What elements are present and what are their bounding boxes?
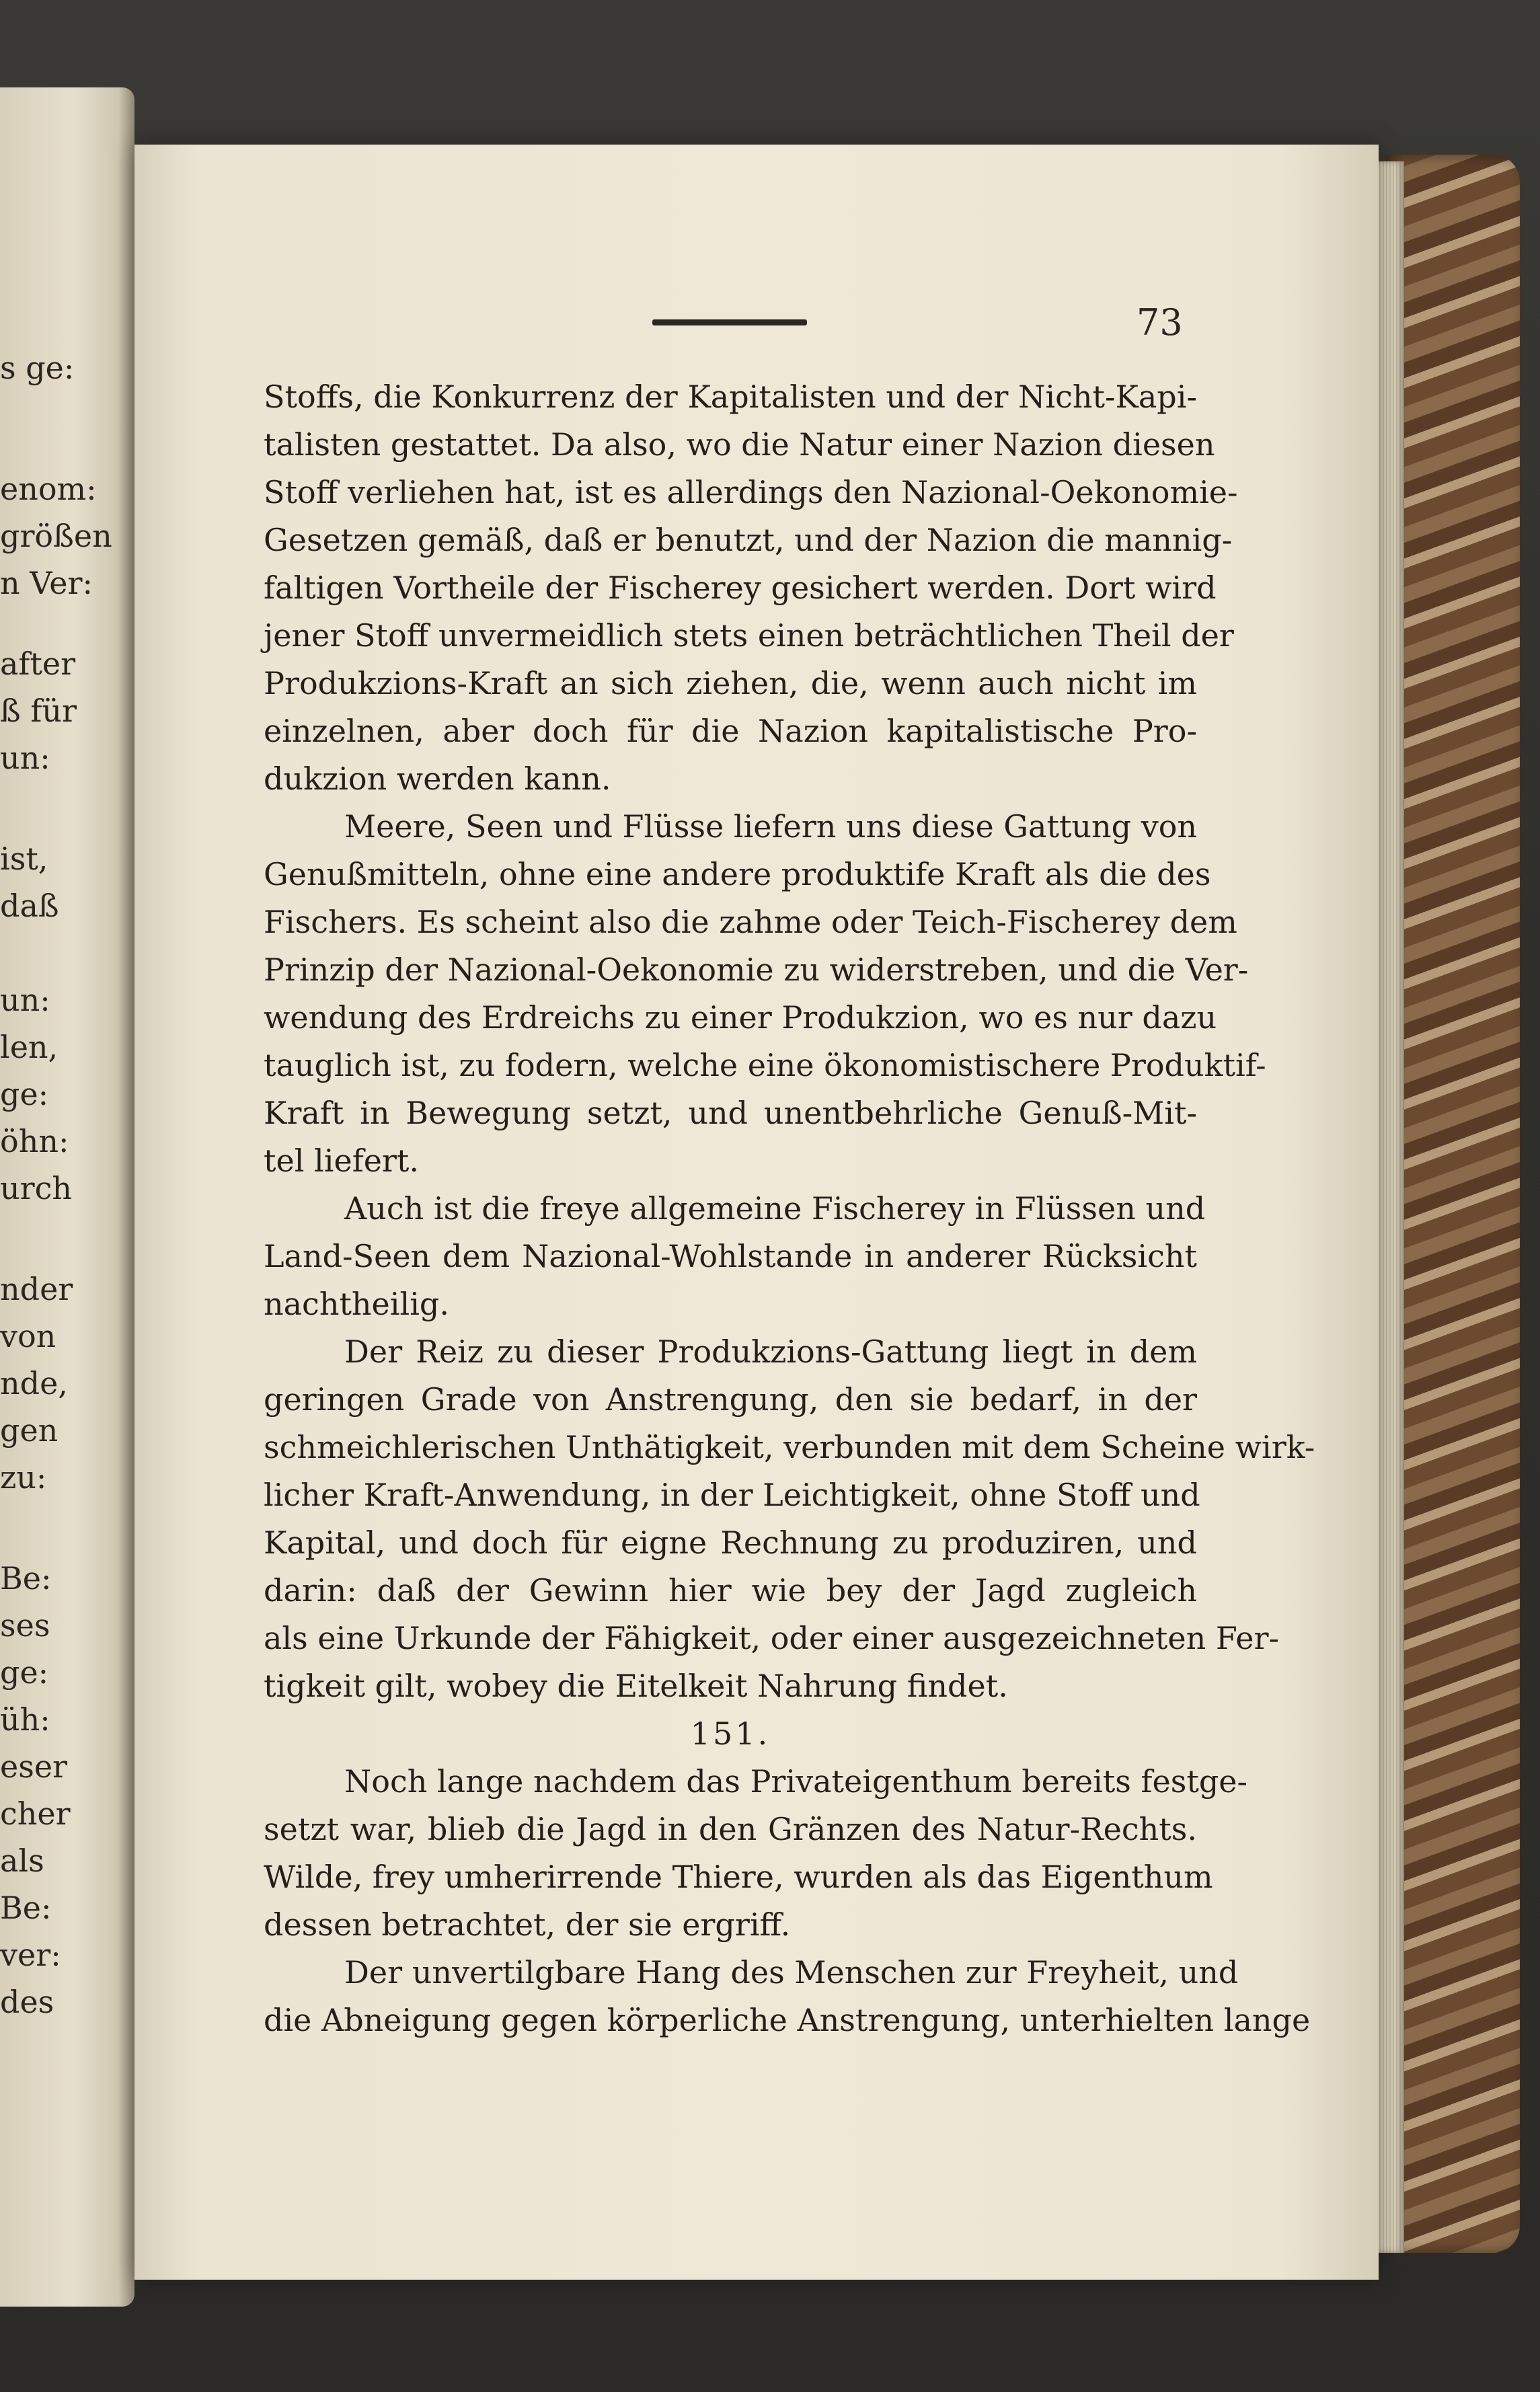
margin-fragment: ge: [0, 1076, 49, 1112]
margin-fragment: eser [0, 1748, 68, 1785]
text-line: licher Kraft-Anwendung, in der Leichtigkeit, ohne Stoff und [264, 1477, 1200, 1513]
margin-fragment: als [0, 1843, 44, 1879]
text-line: Fischers. Es scheint also die zahme oder Teich-Fischerey dem [264, 904, 1237, 940]
margin-fragment: des [0, 1984, 54, 2020]
text-line: Stoffs, die Konkurrenz der Kapitalisten und der Nicht-Kapi- [264, 379, 1197, 415]
text-line: Wilde, frey umherirrende Thiere, wurden als das Eigenthum [264, 1859, 1213, 1895]
text-line: geringen Grade von Anstrengung, den sie bedarf, in der [264, 1381, 1197, 1418]
text-line: Stoff verliehen hat, ist es allerdings den Nazional-Oekonomie- [264, 474, 1238, 510]
margin-fragment: urch [0, 1170, 73, 1206]
text-line: Der unvertilgbare Hang des Menschen zur Freyheit, und [344, 1954, 1239, 1991]
text-line: jener Stoff unvermeidlich stets einen beträchtlichen Theil der [264, 617, 1234, 654]
margin-fragment: ver: [0, 1937, 61, 1973]
margin-fragment: len, [0, 1029, 59, 1065]
text-line: dessen betrachtet, der sie ergriff. [264, 1906, 791, 1943]
margin-fragment: un: [0, 740, 50, 776]
margin-fragment: ß für [0, 693, 77, 729]
text-line: Noch lange nachdem das Privateigenthum bereits festge- [344, 1763, 1248, 1800]
margin-fragment: enom: [0, 471, 97, 507]
text-line: schmeichlerischen Unthätigkeit, verbunden mit dem Scheine wirk- [264, 1429, 1315, 1465]
page-number: 73 [1137, 301, 1183, 344]
text-line: darin: daß der Gewinn hier wie bey der Jagd zugleich [264, 1572, 1197, 1609]
text-line: einzelnen, aber doch für die Nazion kapitalistische Pro- [264, 713, 1197, 749]
text-line: talisten gestattet. Da also, wo die Natur einer Nazion diesen [264, 426, 1215, 463]
text-line: Kapital, und doch für eigne Rechnung zu produziren, und [264, 1525, 1197, 1561]
margin-fragment: ist, [0, 841, 48, 877]
margin-fragment: zu: [0, 1459, 47, 1496]
margin-fragment: Be: [0, 1560, 52, 1596]
text-line: setzt war, blieb die Jagd in den Gränzen des Natur-Rechts. [264, 1811, 1197, 1847]
margin-fragment: nde, [0, 1365, 68, 1401]
margin-fragment: daß [0, 888, 59, 924]
text-line: tigkeit gilt, wobey die Eitelkeit Nahrung findet. [264, 1668, 1008, 1704]
book-cover [1385, 155, 1520, 2253]
text-line: Der Reiz zu dieser Produkzions-Gattung liegt in dem [344, 1334, 1197, 1370]
text-line: Kraft in Bewegung setzt, und unentbehrliche Genuß-Mit- [264, 1095, 1197, 1131]
margin-fragment: üh: [0, 1701, 50, 1738]
text-line: dukzion werden kann. [264, 761, 611, 797]
text-line: die Abneigung gegen körperliche Anstrengung, unterhielten lange [264, 2002, 1311, 2038]
text-line: tel liefert. [264, 1143, 420, 1179]
margin-fragment: ses [0, 1607, 50, 1644]
margin-fragment: s ge: [0, 350, 75, 386]
margin-fragment: von [0, 1318, 56, 1354]
body-text [264, 373, 1315, 2044]
margin-fragment: öhn: [0, 1123, 69, 1159]
margin-fragment: gen [0, 1412, 59, 1449]
margin-fragment: größen [0, 518, 112, 554]
margin-fragment: after [0, 646, 76, 682]
text-line: nachtheilig. [264, 1286, 449, 1322]
text-line: wendung des Erdreichs zu einer Produkzion, wo es nur dazu [264, 999, 1217, 1036]
margin-fragment: un: [0, 982, 50, 1018]
margin-fragment: cher [0, 1796, 71, 1832]
text-line: Land-Seen dem Nazional-Wohlstande in anderer Rücksicht [264, 1238, 1197, 1274]
text-line: Auch ist die freye allgemeine Fischerey in Flüssen und [344, 1190, 1206, 1227]
text-line: faltigen Vortheile der Fischerey gesichert werden. Dort wird [264, 570, 1217, 606]
text-line: als eine Urkunde der Fähigkeit, oder einer ausgezeichneten Fer- [264, 1620, 1279, 1656]
header-rule [652, 319, 807, 325]
margin-fragment: ge: [0, 1654, 49, 1691]
margin-fragment: n Ver: [0, 565, 93, 601]
margin-fragment: nder [0, 1271, 73, 1307]
text-line: tauglich ist, zu fodern, welche eine ökonomistischere Produktif- [264, 1047, 1266, 1083]
text-line: Gesetzen gemäß, daß er benutzt, und der Nazion die mannig- [264, 522, 1233, 558]
margin-fragment: Be: [0, 1890, 52, 1926]
text-line: Produkzions-Kraft an sich ziehen, die, wenn auch nicht im [264, 665, 1197, 701]
text-line: Genußmitteln, ohne eine andere produktife Kraft als die des [264, 856, 1211, 892]
text-line: Prinzip der Nazional-Oekonomie zu widerstreben, und die Ver- [264, 952, 1249, 988]
text-line: Meere, Seen und Flüsse liefern uns diese Gattung von [344, 808, 1198, 845]
text-line: 151. [690, 1715, 771, 1752]
